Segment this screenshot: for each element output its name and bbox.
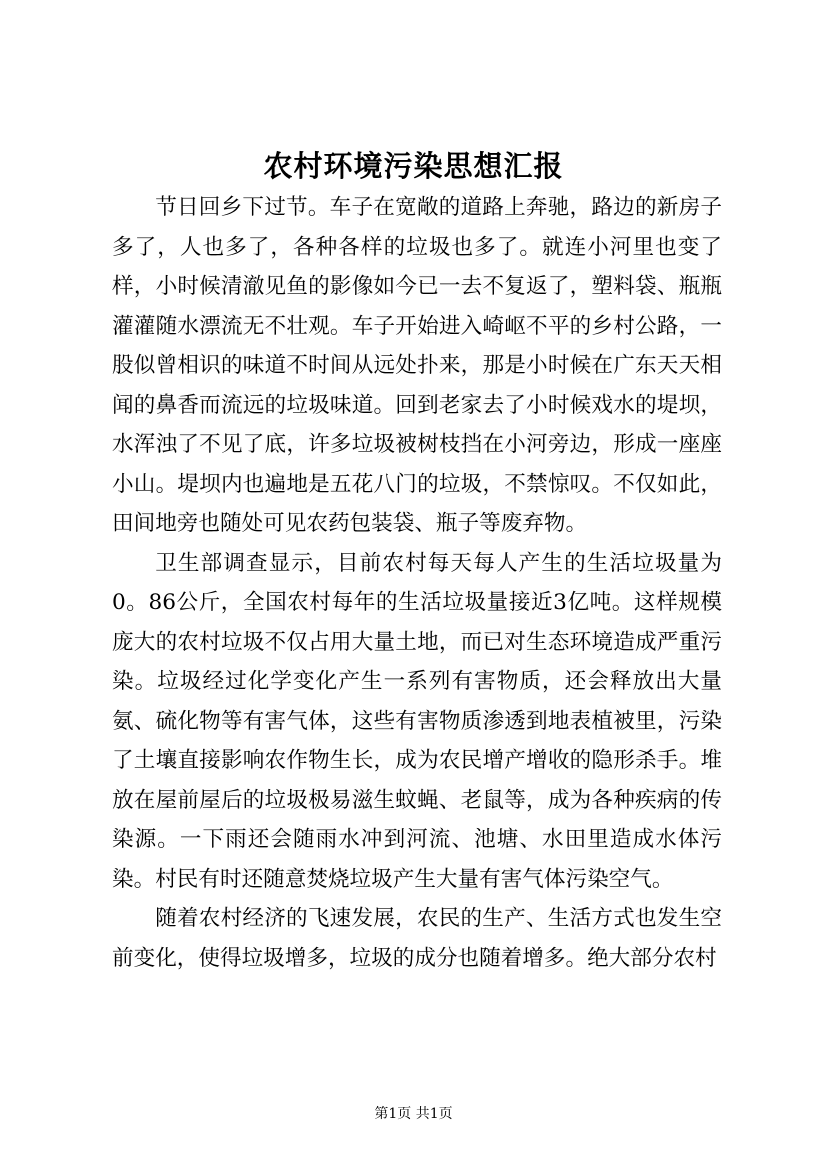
page-footer: 第1页 共1页 — [374, 1106, 453, 1122]
paragraph-3: 随着农村经济的飞速发展，农民的生产、生活方式也发生空前变化，使得垃圾增多，垃圾的成分也随着增多。绝大部分农村 — [112, 906, 722, 971]
paragraph-1: 节日回乡下过节。车子在宽敞的道路上奔驰，路边的新房子多了，人也多了，各种各样的垃圾也多了。就连小河里也变了样，小时候清澈见鱼的影像如今已一去不复返了，塑料袋、瓶瓶灌灌随水漂流无不壮观。车子开始进入崎岖不平的乡村公路，一股似曾相识的味道不时间从远处扑来，那是小时候在广东天天相闻的鼻香而流远的垃圾味道。回到老家去了小时候戏水的堤坝，水浑浊了不见了底，许多垃圾被树枝挡在小河旁边，形成一座座小山。堤坝内也遍地是五花八门的垃圾，不禁惊叹。不仅如此，田间地旁也随处可见农药包装袋、瓶子等废弃物。 — [112, 195, 722, 536]
document-body — [112, 188, 722, 978]
document-title: 农村环境污染思想汇报 — [263, 149, 564, 183]
paragraph-2: 卫生部调查显示，目前农村每天每人产生的生活垃圾量为0。86公斤，全国农村每年的生活垃圾量接近3亿吨。这样规模庞大的农村垃圾不仅占用大量土地，而已对生态环境造成严重污染。垃圾经过化学变化产生一系列有害物质，还会释放出大量氨、硫化物等有害气体，这些有害物质渗透到地表植被里，污染了土壤直接影响农作物生长，成为农民增产增收的隐形杀手。堆放在屋前屋后的垃圾极易滋生蚊蝇、老鼠等，成为各种疾病的传染源。一下雨还会随雨水冲到河流、池塘、水田里造成水体污染。村民有时还随意焚烧垃圾产生大量有害气体污染空气。 — [112, 550, 722, 892]
